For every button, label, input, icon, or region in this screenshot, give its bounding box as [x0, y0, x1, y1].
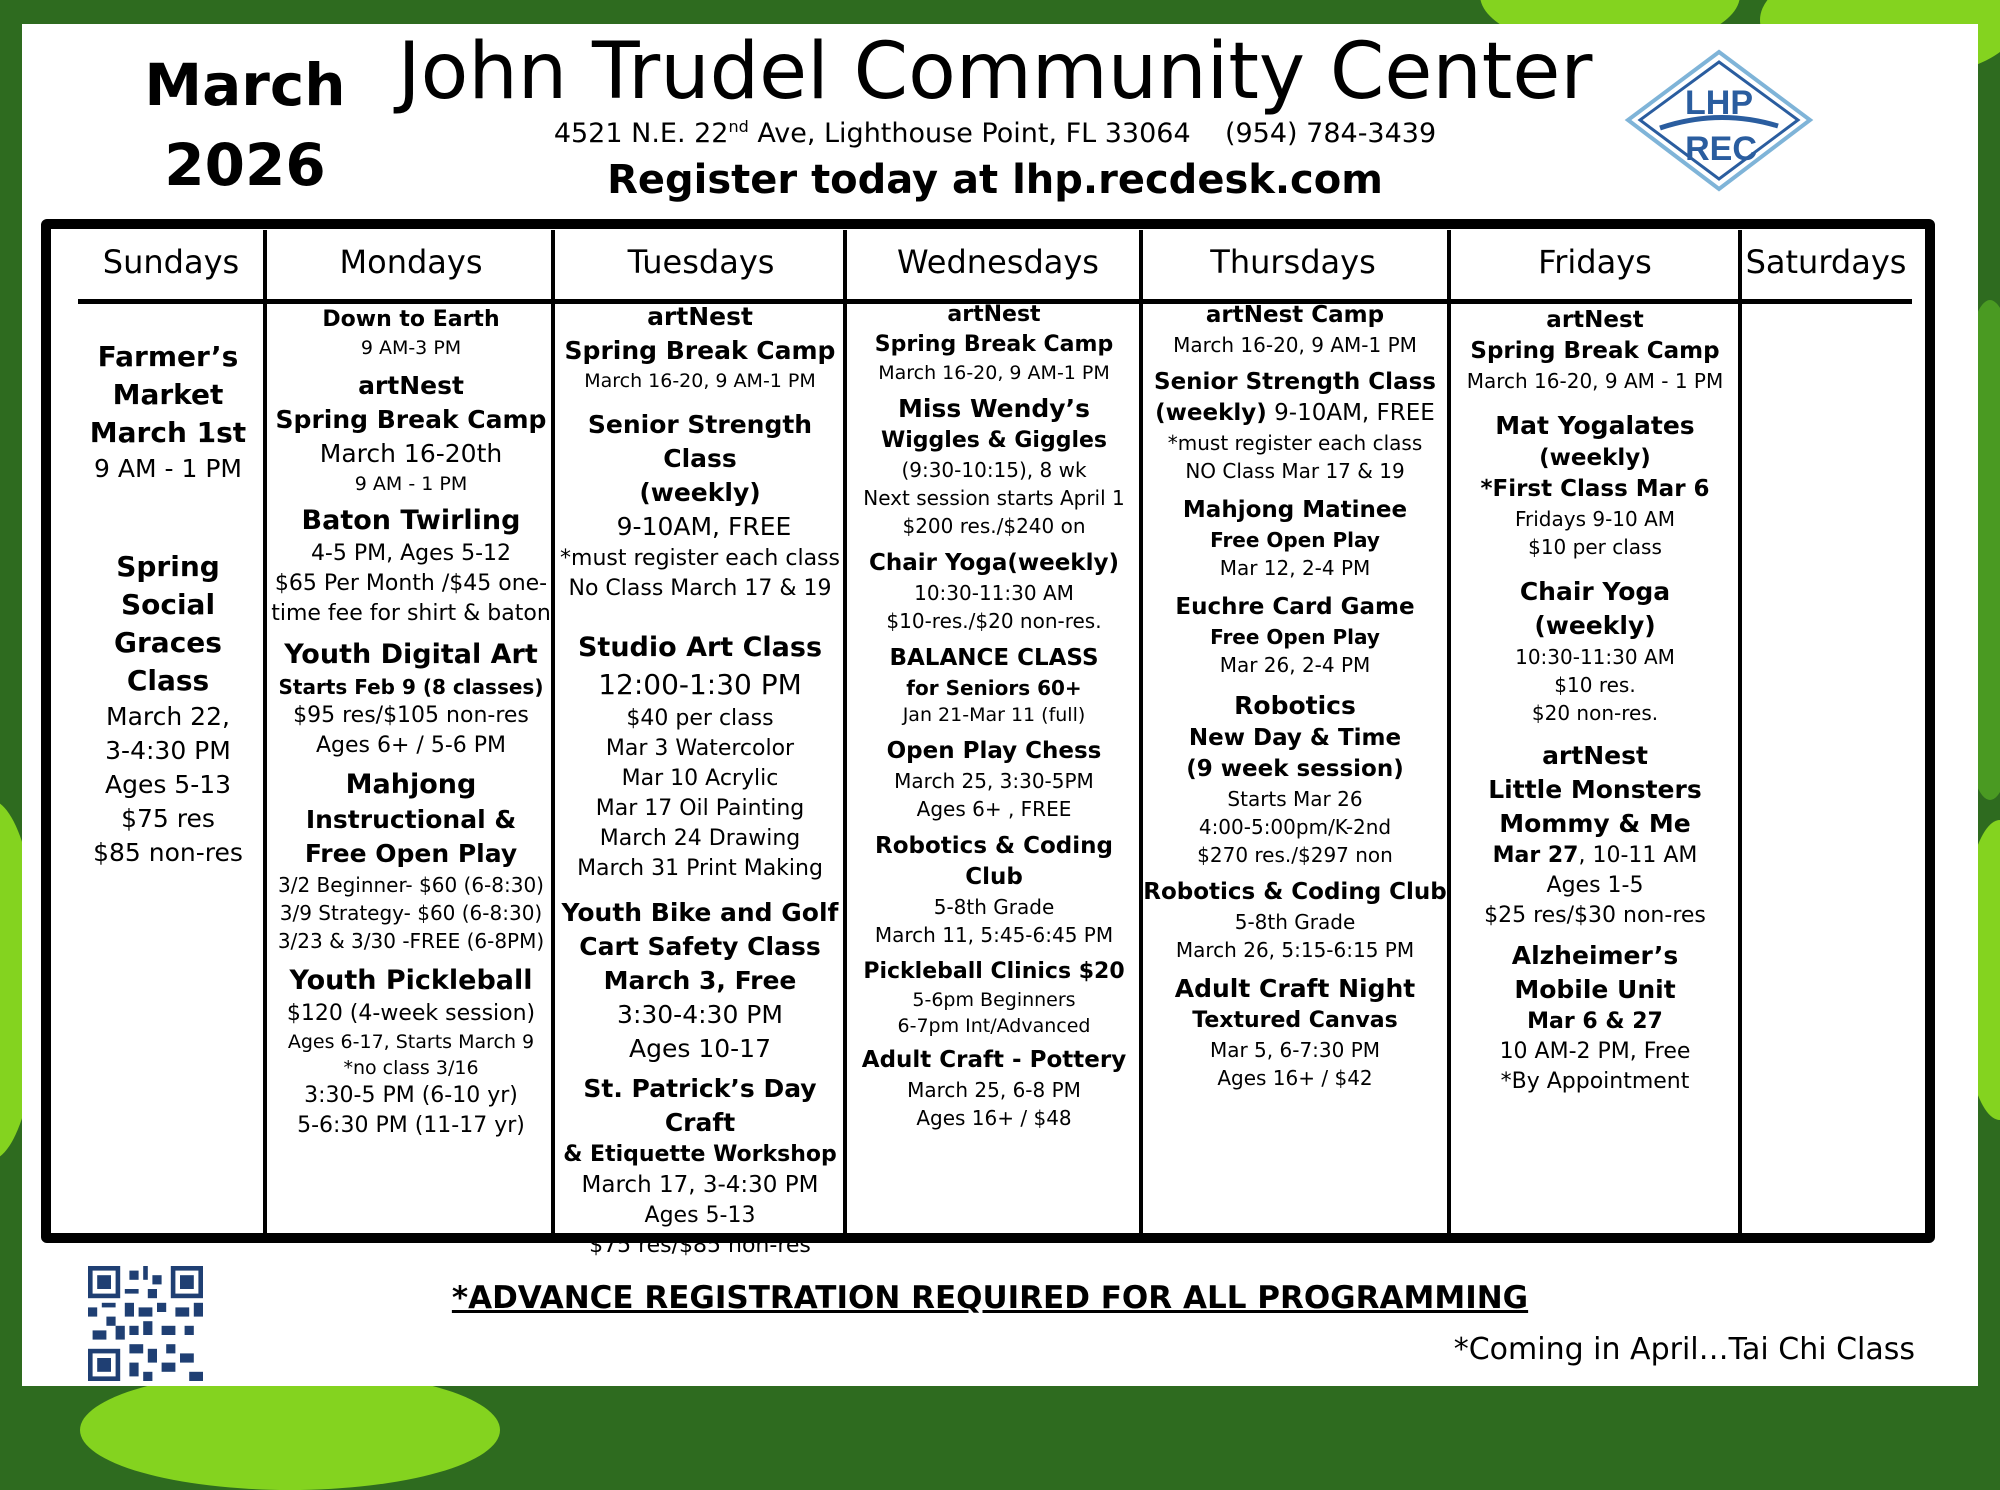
decor-leaf [80, 1370, 500, 1490]
event-youth-bike-golf: Youth Bike and Golf Cart Safety Class March 3, Free 3:30-4:30 PM Ages 10-17 [561, 898, 839, 1063]
event-mahjong-matinee: Mahjong Matinee Free Open Play Mar 12, 2-4 PM [1182, 497, 1408, 580]
event-youth-digital-art: Youth Digital Art Starts Feb 9 (8 classes) $95 res/$105 non-res Ages 6+ / 5-6 PM [278, 639, 544, 758]
event-miss-wendy: Miss Wendy’s Wiggles & Giggles (9:30-10:15), 8 wk Next session starts April 1 $200 res./$240 on [863, 394, 1125, 538]
advance-registration-notice: *ADVANCE REGISTRATION REQUIRED FOR ALL PROGRAMMING [451, 1280, 1529, 1316]
event-mahjong: Mahjong Instructional & Free Open Play 3/2 Beginner- $60 (6-8:30) 3/9 Strategy- $60 (6-8:30) 3/23 & 3/30 -FREE (6-8PM) [277, 769, 545, 953]
day-header-wednesday: Wednesdays [897, 243, 1099, 281]
day-header-tuesday: Tuesdays [627, 243, 775, 281]
event-balance-class: BALANCE CLASS for Seniors 60+ Jan 21-Mar 11 (full) [889, 645, 1099, 726]
event-farmers-market: Farmer’s Market March 1st 9 AM - 1 PM [89, 340, 247, 483]
month-label: March [144, 51, 346, 119]
event-baton-twirling: Baton Twirling 4-5 PM, Ages 5-12 $65 Per Month /$45 one- time fee for shirt & baton [271, 505, 551, 626]
event-little-monsters: artNest Little Monsters Mommy & Me Mar 27, 10-11 AM Ages 1-5 $25 res/$30 non-res [1484, 741, 1706, 928]
event-alzheimers-unit: Alzheimer’s Mobile Unit Mar 6 & 27 10 AM-2 PM, Free *By Appointment [1499, 941, 1691, 1094]
event-artnest-camp: artNest Spring Break Camp March 16-20, 9 AM - 1 PM [1466, 307, 1724, 393]
register-link[interactable]: Register today at lhp.recdesk.com [607, 157, 1383, 203]
event-euchre: Euchre Card Game Free Open Play Mar 26, 2-4 PM [1175, 594, 1415, 677]
svg-text:REC: REC [1685, 130, 1757, 168]
event-open-play-chess: Open Play Chess March 25, 3:30-5PM Ages 6+ , FREE [886, 738, 1102, 821]
day-header-thursday: Thursdays [1210, 243, 1376, 281]
tuesday-column [554, 300, 846, 1261]
year-label: 2026 [164, 131, 326, 199]
thursday-column [1142, 300, 1448, 1092]
day-header-sunday: Sundays [102, 243, 240, 281]
friday-column [1450, 305, 1740, 1097]
event-spring-social: Spring Social Graces Class March 22, 3-4:30 PM Ages 5-13 $75 res $85 non-res [93, 550, 243, 867]
lhp-rec-logo [1624, 48, 1814, 193]
event-senior-strength: Senior Strength Class (weekly) 9-10AM, FREE *must register each class No Class March 17 & 19 [560, 410, 840, 601]
wednesday-column [846, 300, 1142, 1132]
day-header-saturday: Saturdays [1745, 243, 1907, 281]
day-header-friday: Fridays [1538, 243, 1652, 281]
event-robotics-coding: Robotics & Coding Club 5-8th Grade March 11, 5:45-6:45 PM [874, 833, 1114, 947]
event-artnest-camp: artNest Spring Break Camp March 16-20, 9 AM-1 PM [874, 302, 1114, 384]
event-mat-yogalates: Mat Yogalates (weekly) *First Class Mar 6 Fridays 9-10 AM $10 per class [1480, 411, 1710, 559]
event-st-patricks-craft: St. Patrick’s Day Craft & Etiquette Workshop March 17, 3-4:30 PM Ages 5-13 $75 res/$85 non-res [563, 1074, 837, 1258]
event-artnest-camp: artNest Camp March 16-20, 9 AM-1 PM [1173, 302, 1417, 357]
day-header-monday: Mondays [339, 243, 483, 281]
address-line: 4521 N.E. 22nd Ave, Lighthouse Point, FL 33064 (954) 784-3439 [553, 117, 1437, 149]
event-studio-art: Studio Art Class 12:00-1:30 PM $40 per class Mar 3 Watercolor Mar 10 Acrylic Mar 17 Oil Painting March 24 Drawing March 31 Print Making [577, 632, 823, 881]
event-adult-craft-night: Adult Craft Night Textured Canvas Mar 5, 6-7:30 PM Ages 16+ / $42 [1174, 974, 1416, 1090]
event-chair-yoga: Chair Yoga (weekly) 10:30-11:30 AM $10 res. $20 non-res. [1515, 577, 1675, 725]
event-artnest-camp: artNest Spring Break Camp March 16-20th 9 AM - 1 PM [275, 371, 547, 495]
coming-soon-note: *Coming in April…Tai Chi Class [1453, 1332, 1915, 1367]
event-down-to-earth: Down to Earth 9 AM-3 PM [322, 307, 500, 359]
page-title: John Trudel Community Center [397, 27, 1593, 117]
event-pickleball-clinics: Pickleball Clinics $20 5-6pm Beginners 6-7pm Int/Advanced [863, 959, 1125, 1037]
event-adult-craft-pottery: Adult Craft - Pottery March 25, 6-8 PM Ages 16+ / $48 [861, 1047, 1127, 1130]
event-robotics-coding: Robotics & Coding Club 5-8th Grade March 26, 5:15-6:15 PM [1143, 879, 1447, 962]
event-chair-yoga: Chair Yoga(weekly) 10:30-11:30 AM $10-res./$20 non-res. [869, 550, 1119, 633]
sunday-column [70, 338, 266, 870]
svg-text:LHP: LHP [1685, 84, 1753, 122]
month-year [110, 45, 380, 205]
event-senior-strength: Senior Strength Class (weekly) 9-10AM, FREE *must register each class NO Class Mar 17 & 19 [1154, 369, 1436, 483]
event-artnest-camp: artNest Spring Break Camp March 16-20, 9 AM-1 PM [564, 302, 836, 392]
event-robotics: Robotics New Day & Time (9 week session) Starts Mar 26 4:00-5:00pm/K-2nd $270 res./$297 non [1186, 691, 1404, 867]
event-youth-pickleball: Youth Pickleball $120 (4-week session) Ages 6-17, Starts March 9 *no class 3/16 3:30-5 PM (6-10 yr) 5-6:30 PM (11-17 yr) [286, 965, 536, 1138]
qr-code-icon[interactable] [88, 1266, 203, 1381]
monday-column [266, 305, 556, 1141]
